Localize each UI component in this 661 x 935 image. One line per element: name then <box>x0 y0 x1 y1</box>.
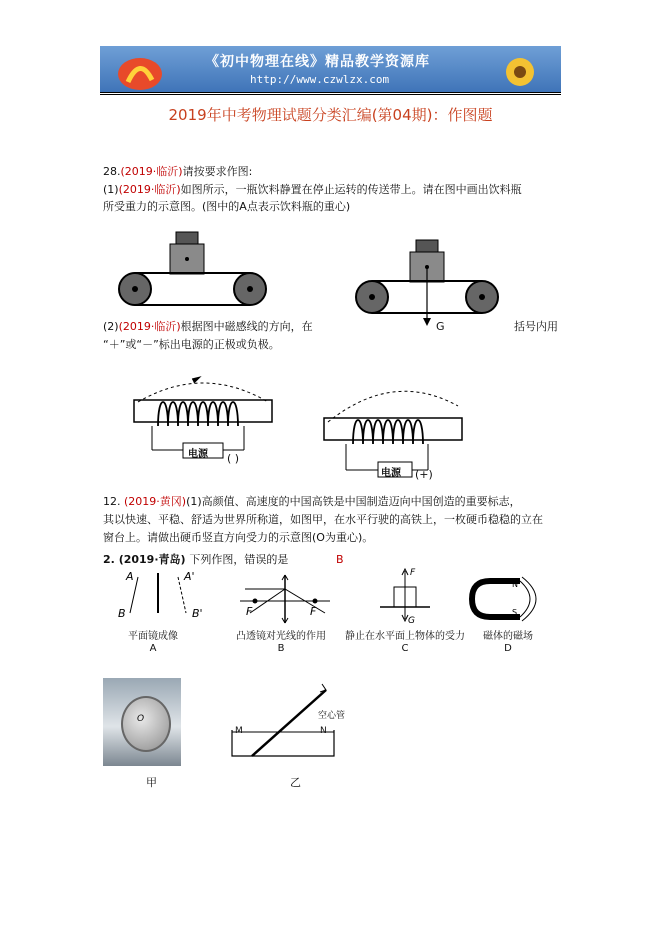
label-n-container: N <box>320 726 327 736</box>
option-b-caption: 凸透镜对光线的作用 <box>236 631 326 642</box>
q28-p2-text-a: 根据图中磁感线的方向，在 <box>180 320 313 333</box>
q2-option-figures <box>110 565 550 625</box>
header-banner <box>100 46 561 93</box>
q12-number: 12. <box>103 495 121 508</box>
figure-a-mirror <box>130 573 186 613</box>
q28-source: (2019·临沂) <box>120 165 183 178</box>
paren-plus: (+) <box>415 468 433 481</box>
q28-p2-index: (2) <box>103 320 119 333</box>
q28-intro: 请按要求作图: <box>182 165 253 178</box>
q28-p2-source: (2019·临沂) <box>118 320 181 333</box>
q28-header <box>103 163 252 180</box>
q12-source: (2019·黄冈) <box>124 495 187 508</box>
q2-answer: B <box>336 553 344 566</box>
figure-b-lens <box>240 575 330 623</box>
label-b-prime: B' <box>192 607 203 620</box>
tube-label: 空心管 <box>318 711 346 721</box>
label-a: A <box>126 570 134 583</box>
header-divider <box>100 94 561 95</box>
label-f-left: F <box>246 605 253 618</box>
q28-p1-text-a: 如图所示，一瓶饮料静置在停止运转的传送带上。请在图中画出饮料瓶 <box>180 183 522 196</box>
conveyor-left <box>119 232 266 305</box>
label-s: S <box>512 608 518 617</box>
option-d-letter: D <box>504 643 512 654</box>
q28-part1 <box>103 181 563 198</box>
figure-jia-label: 甲 <box>146 776 157 789</box>
page-title: 2019年中考物理试题分类汇编(第04期)：作图题 <box>168 106 493 124</box>
q2-source: (2019·青岛) <box>118 553 186 566</box>
option-a-letter: A <box>149 643 157 654</box>
q2-number: 2. <box>103 553 115 566</box>
label-b: B <box>118 607 126 620</box>
option-b-letter: B <box>277 643 285 654</box>
q2-stem: 下列作图，错误的是 <box>189 553 289 566</box>
label-a-prime: A' <box>184 570 195 583</box>
q28-p1-index: (1) <box>103 183 119 196</box>
tube-figure <box>222 678 342 768</box>
option-c-letter: C <box>401 643 409 654</box>
banner-url[interactable]: http://www.czwlzx.com <box>250 73 390 86</box>
coin-photo <box>103 678 181 766</box>
q12-line1 <box>103 493 521 510</box>
label-f-right: F <box>310 605 317 618</box>
banner-title: 《初中物理在线》精品教学资源库 <box>205 54 430 70</box>
q28-part2-line1 <box>103 318 313 335</box>
figure-yi-label: 乙 <box>290 776 301 789</box>
figure-d-magnet <box>472 577 536 621</box>
q12-line2: 其以快速、平稳、舒适为世界所称道，如图甲，在水平行驶的高铁上，一枚硬币稳稳的立在 <box>103 513 543 526</box>
label-fn: F <box>410 568 416 578</box>
option-d-caption: 磁体的磁场 <box>483 631 533 642</box>
label-n: N <box>512 580 518 589</box>
force-label-g: G <box>436 320 445 333</box>
q12-line3: 窗台上。请做出硬币竖直方向受力的示意图(O为重心)。 <box>103 531 374 544</box>
label-m: M <box>235 726 243 736</box>
q28-p2-text-b: “＋”或“－”标出电源的正极或负极。 <box>103 338 280 351</box>
q28-p1-source: (2019·临沂) <box>118 183 181 196</box>
power-label-right: 电源 <box>381 468 401 479</box>
coin-icon <box>121 696 171 752</box>
q28-p2-text-right: 括号内用 <box>514 320 558 333</box>
power-label-left: 电源 <box>188 449 208 460</box>
q28-p1-text-b: 所受重力的示意图。(图中的A点表示饮料瓶的重心) <box>103 200 351 213</box>
option-c-caption: 静止在水平面上物体的受力 <box>345 631 465 642</box>
q12-line1-text: (1)高颜值、高速度的中国高铁是中国制造迈向中国创造的重要标志， <box>186 495 521 508</box>
paren-empty: ( ) <box>227 452 240 465</box>
q28-number: 28. <box>103 165 121 178</box>
conveyor-right <box>356 240 498 326</box>
label-g: G <box>408 616 415 625</box>
coin-center-label: O <box>137 714 145 724</box>
figure-c-block <box>380 569 430 621</box>
option-a-caption: 平面镜成像 <box>128 631 178 642</box>
